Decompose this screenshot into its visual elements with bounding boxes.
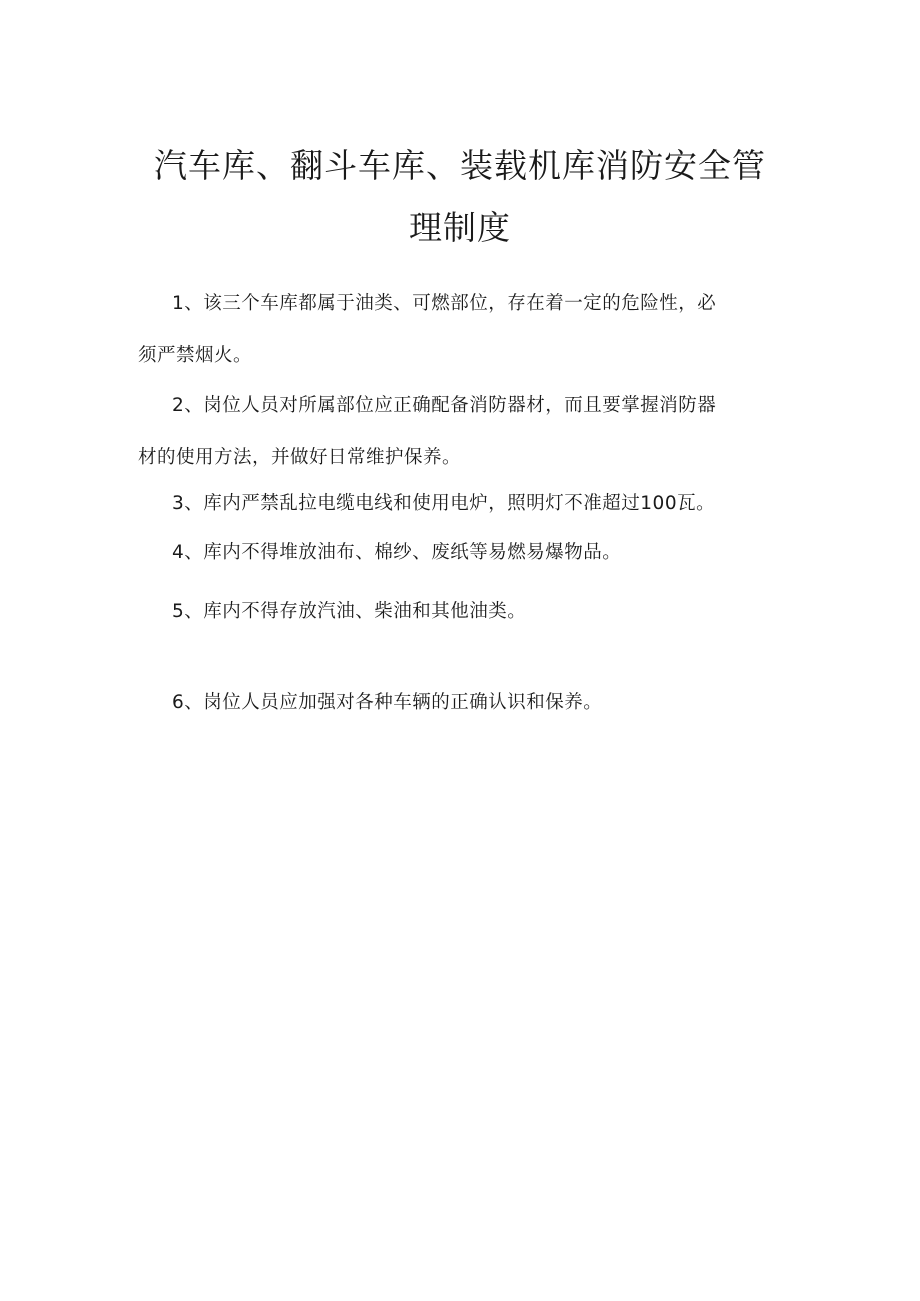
rule-item-2: [138, 380, 788, 484]
rule-item-5: [138, 586, 788, 638]
rule-item-1-line-1: 1、该三个车库都属于油类、可燃部位，存在着一定的危险性，必: [172, 293, 717, 314]
rule-item-4: [138, 527, 788, 579]
document-title-line-1: 汽车库、翻斗车库、装载机库消防安全管: [154, 146, 766, 185]
rule-item-3-line-1: 3、库内严禁乱拉电缆电线和使用电炉，照明灯不准超过100瓦。: [172, 493, 716, 514]
rule-item-3: [138, 478, 788, 530]
rule-item-6: [138, 677, 788, 729]
document-title-line-2: 理制度: [409, 208, 511, 247]
rule-item-2-line-1: 2、岗位人员对所属部位应正确配备消防器材，而且要掌握消防器: [172, 395, 717, 416]
rule-item-6-line-1: 6、岗位人员应加强对各种车辆的正确认识和保养。: [172, 692, 603, 713]
rule-item-5-line-1: 5、库内不得存放汽油、柴油和其他油类。: [172, 601, 527, 622]
rule-item-1: [138, 278, 788, 382]
rule-item-4-line-1: 4、库内不得堆放油布、棉纱、废纸等易燃易爆物品。: [172, 542, 622, 563]
rule-item-2-line-2: 材的使用方法，并做好日常维护保养。: [138, 447, 462, 468]
rule-item-1-line-2: 须严禁烟火。: [138, 345, 253, 366]
